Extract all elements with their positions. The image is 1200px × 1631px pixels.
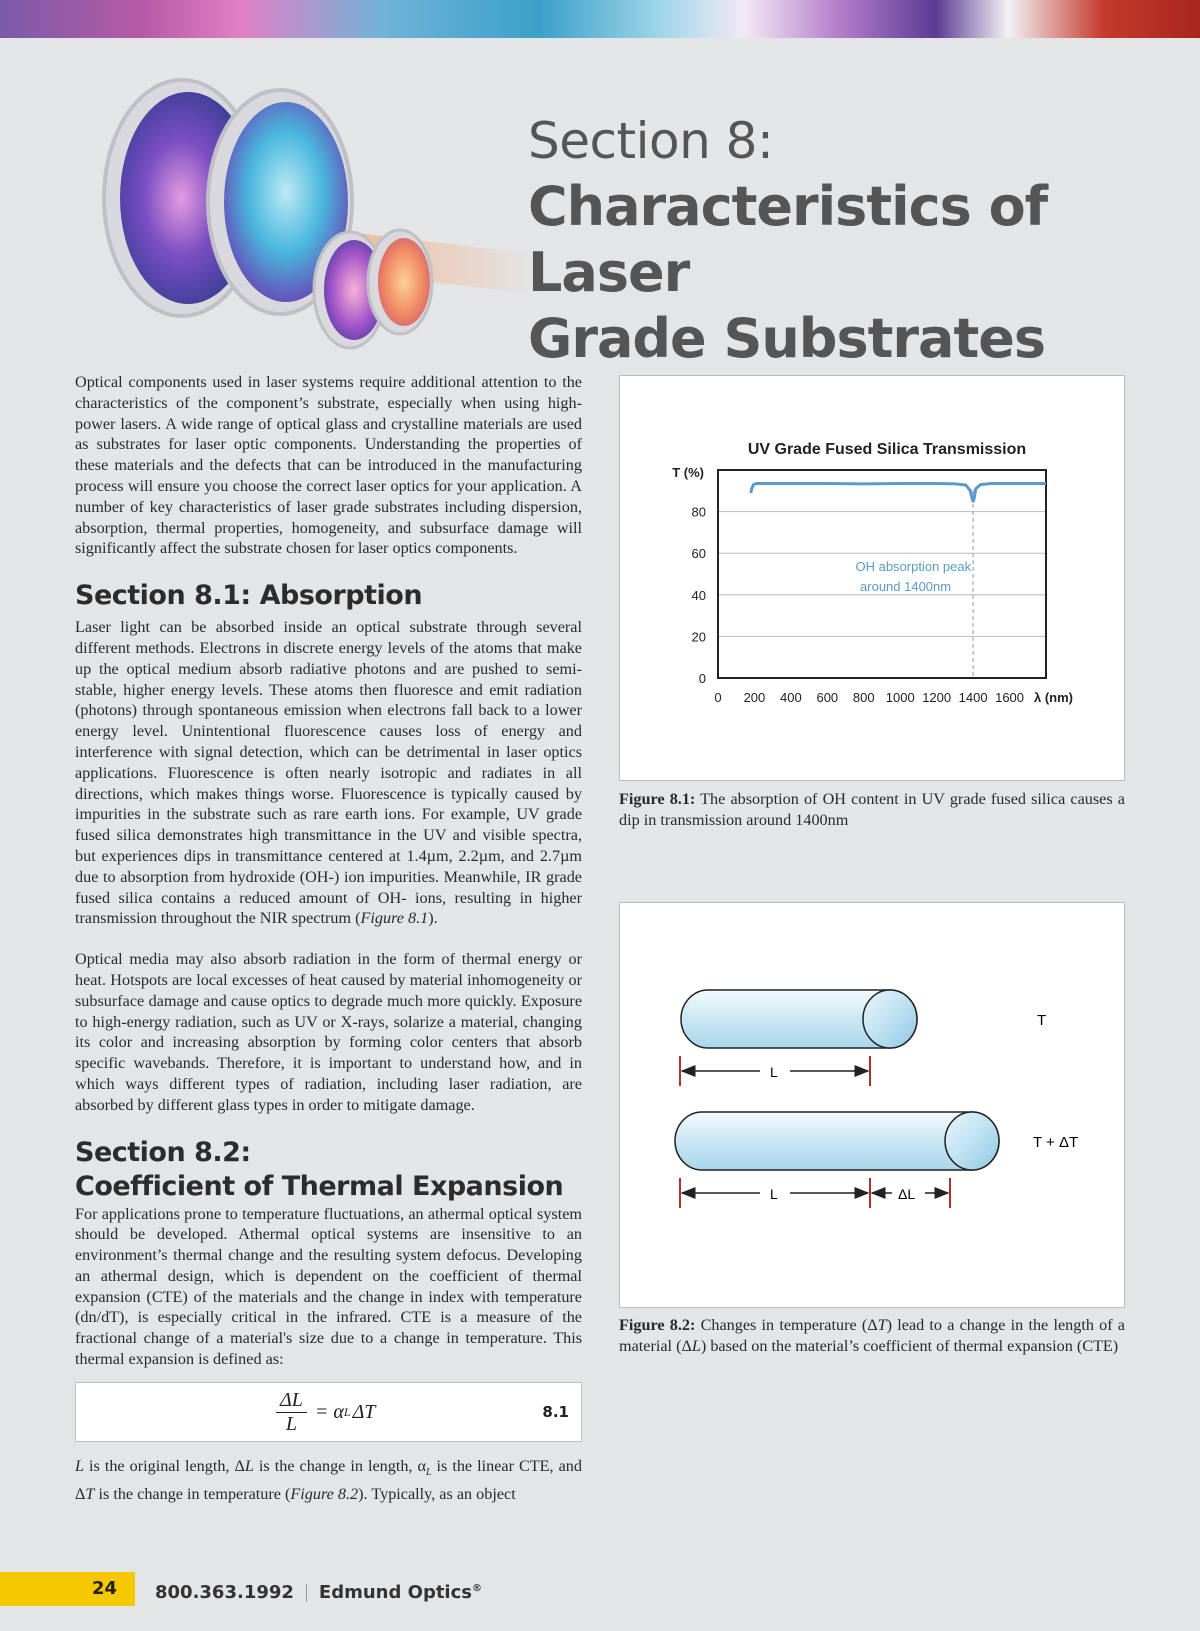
- footer-phone: 800.363.1992: [155, 1582, 294, 1603]
- transmission-chart: [620, 376, 1124, 780]
- x-tick-label: 600: [816, 690, 839, 705]
- rod-after-end: [945, 1112, 999, 1170]
- absorption-text: Laser light can be absorbed inside an optical substrate through several different methods. Electrons in discrete energy levels of the atoms that make up the optical medium absorb radiative photons and are pushed to semi-stable, higher energy levels. These atoms then fluoresce and emit radiation (photons) through spontaneous emission when electrons fall back to a lower energy level. Unintentional fluorescence causes loss of energy and interference with signal detection, which can be detrimental in laser optics applications. Fluorescence is often nearly isotropic and radiates in all directions, which makes things worse. Fluorescence is typically caused by impurities in the substrate such as rare earth ions. For example, UV grade fused silica demonstrates high transmittance in the UV and visible spectra, but experiences dips in transmittance centered at 1.4µm, 2.2µm, and 2.7µm due to absorption from hydroxide (OH-) ion impurities. Meanwhile, IR grade fused silica contains a reduced amount of OH- ions, resulting in higher transmission throughout the NIR spectrum (: [75, 618, 582, 928]
- equation-fraction: [276, 1389, 307, 1436]
- absorption-text-end: ).: [428, 909, 438, 928]
- page-number: 24: [0, 1572, 135, 1606]
- footer-divider: [306, 1584, 307, 1602]
- x-tick-label: 1200: [922, 690, 952, 705]
- temp-label-t-delta: T + ΔT: [1033, 1134, 1079, 1151]
- rod-before-end: [863, 990, 917, 1048]
- equation-rhs-subscript: L: [343, 1404, 351, 1419]
- text-run: is the linear CTE, and Δ: [75, 1456, 582, 1503]
- equation-rhs-end: ΔT: [352, 1400, 376, 1423]
- y-tick-label: 80: [691, 504, 706, 520]
- figure-8-1-caption-text: The absorption of OH content in UV grade fused silica causes a dip in transmission around 1400nm: [619, 790, 1125, 829]
- page-title: [528, 108, 1168, 372]
- thermal-expansion-diagram: [620, 903, 1124, 1307]
- section-8-1-heading: [75, 579, 582, 613]
- equation-8-1: [75, 1382, 582, 1442]
- var-l: L: [75, 1456, 85, 1475]
- x-tick-label: 1600: [995, 690, 1025, 705]
- absorption-paragraph-2: Optical media may also absorb radiation in the form of thermal energy or heat. Hotspots are local excesses of heat caused by material inhomogeneity or subsurface damage and cause optics to degrade much more quickly. Exposure to high-energy radiation, such as UV or X-rays, solarize a material, changing its color and increasing absorption by forming color centers that absorb specific wavebands. Therefore, it is important to understand how, and in which ways different types of radiation, including laser radiation, are absorbed by different glass types in order to mitigate damage.: [75, 950, 582, 1114]
- footer-brand: Edmund Optics: [318, 1582, 472, 1603]
- caption-text-run: ) lead to a change in the length of a material (Δ: [619, 1316, 1125, 1355]
- delta-length-label: ΔL: [898, 1186, 916, 1202]
- equation-denominator: L: [285, 1412, 297, 1435]
- subscript-l: L: [425, 1467, 432, 1479]
- caption-var-l: L: [691, 1336, 701, 1355]
- figure-8-2-label: Figure 8.2:: [619, 1316, 696, 1334]
- equation-body: [276, 1389, 375, 1436]
- title-line-3: Grade Substrates: [528, 307, 1046, 370]
- figure-8-1-label: Figure 8.1:: [619, 790, 696, 808]
- x-axis-label: λ (nm): [1034, 690, 1073, 705]
- lens: [378, 238, 430, 326]
- length-label-l: L: [770, 1064, 778, 1080]
- text-run: is the original length, Δ: [84, 1456, 245, 1475]
- x-tick-label: 0: [714, 690, 722, 705]
- text-run: ). Typically, as an object: [358, 1484, 516, 1503]
- caption-var-t: T: [877, 1316, 887, 1334]
- equation-numerator: ΔL: [276, 1389, 307, 1413]
- var-l: L: [244, 1456, 254, 1475]
- var-t: T: [85, 1484, 95, 1503]
- text-run: is the change in length, α: [253, 1456, 426, 1475]
- section-8-1-name: Absorption: [259, 580, 423, 612]
- x-tick-label: 400: [780, 690, 802, 705]
- figure-8-1: [619, 375, 1125, 781]
- length-label-l-2: L: [770, 1186, 778, 1202]
- figure-8-1-reference: Figure 8.1: [360, 909, 429, 928]
- cte-paragraph-1: For applications prone to temperature fluctuations, an athermal optical system should be developed. Athermal optical systems are insensitive to an environment’s thermal change and the resulting system defocus. Developing an athermal design, which is dependent on the coefficient of thermal expansion (CTE) of the materials and the change in index with temperature (dn/dT), is especially critical in the infrared. CTE is a measure of the fractional change of a material's size due to a change in temperature. This thermal expansion is defined as:: [75, 1204, 582, 1369]
- y-tick-label: 0: [698, 671, 706, 686]
- equation-rhs: = α: [314, 1400, 344, 1423]
- top-color-band: [0, 0, 1200, 38]
- cte-paragraph-2: [75, 1456, 582, 1505]
- y-axis-label: T (%): [672, 465, 704, 480]
- figure-8-1-caption: [619, 789, 1125, 831]
- annotation-text-line-2: around 1400nm: [860, 579, 952, 594]
- series-line: [751, 484, 1046, 502]
- footer-contact: [155, 1572, 482, 1610]
- section-8-2-prefix: Section 8.2:: [75, 1136, 251, 1168]
- x-tick-label: 200: [743, 690, 766, 705]
- y-tick-label: 60: [691, 546, 706, 562]
- laser-optics-illustration: [100, 70, 540, 370]
- absorption-paragraph-1: [75, 617, 582, 929]
- annotation-text-line-1: OH absorption peak: [855, 559, 972, 574]
- title-line-1: Section 8:: [528, 112, 774, 170]
- x-tick-label: 1400: [958, 690, 988, 705]
- left-column: [75, 372, 582, 1505]
- figure-8-2-reference: Figure 8.2: [290, 1484, 359, 1503]
- chart-title: UV Grade Fused Silica Transmission: [747, 441, 1027, 458]
- x-tick-label: 1000: [885, 690, 915, 705]
- section-8-1-prefix: Section 8.1:: [75, 580, 251, 612]
- text-run: is the change in temperature (: [94, 1484, 291, 1503]
- y-tick-label: 40: [691, 587, 706, 603]
- title-line-2: Characteristics of Laser: [528, 175, 1048, 304]
- section-8-2-name: Coefficient of Thermal Expansion: [75, 1170, 564, 1202]
- x-tick-label: 800: [852, 690, 875, 705]
- temp-label-t: T: [1037, 1012, 1047, 1029]
- section-8-2-heading: [75, 1136, 582, 1204]
- y-tick-label: 20: [691, 629, 706, 645]
- figure-8-2-caption: [619, 1315, 1125, 1357]
- equation-number: 8.1: [542, 1402, 569, 1421]
- intro-paragraph: Optical components used in laser systems require additional attention to the characteristics of the component’s substrate, especially when using high-power lasers. A wide range of optical glass and crystalline materials are used as substrates for laser optic components. Understanding the properties of these materials and the defects that can be introduced in the manufacturing process will ensure you choose the correct laser optics for your application. A number of key characteristics of laser grade substrates including dispersion, absorption, thermal properties, homogeneity, and subsurface damage will significantly affect the substrate chosen for laser optics components.: [75, 373, 582, 558]
- page-footer: [0, 1572, 1200, 1606]
- caption-text-run: ) based on the material’s coefficient of thermal expansion (CTE): [700, 1336, 1119, 1355]
- figure-8-2: [619, 902, 1125, 1308]
- caption-text-run: Changes in temperature (Δ: [695, 1316, 878, 1334]
- registered-mark: ®: [471, 1583, 482, 1594]
- plot-frame: [718, 470, 1046, 678]
